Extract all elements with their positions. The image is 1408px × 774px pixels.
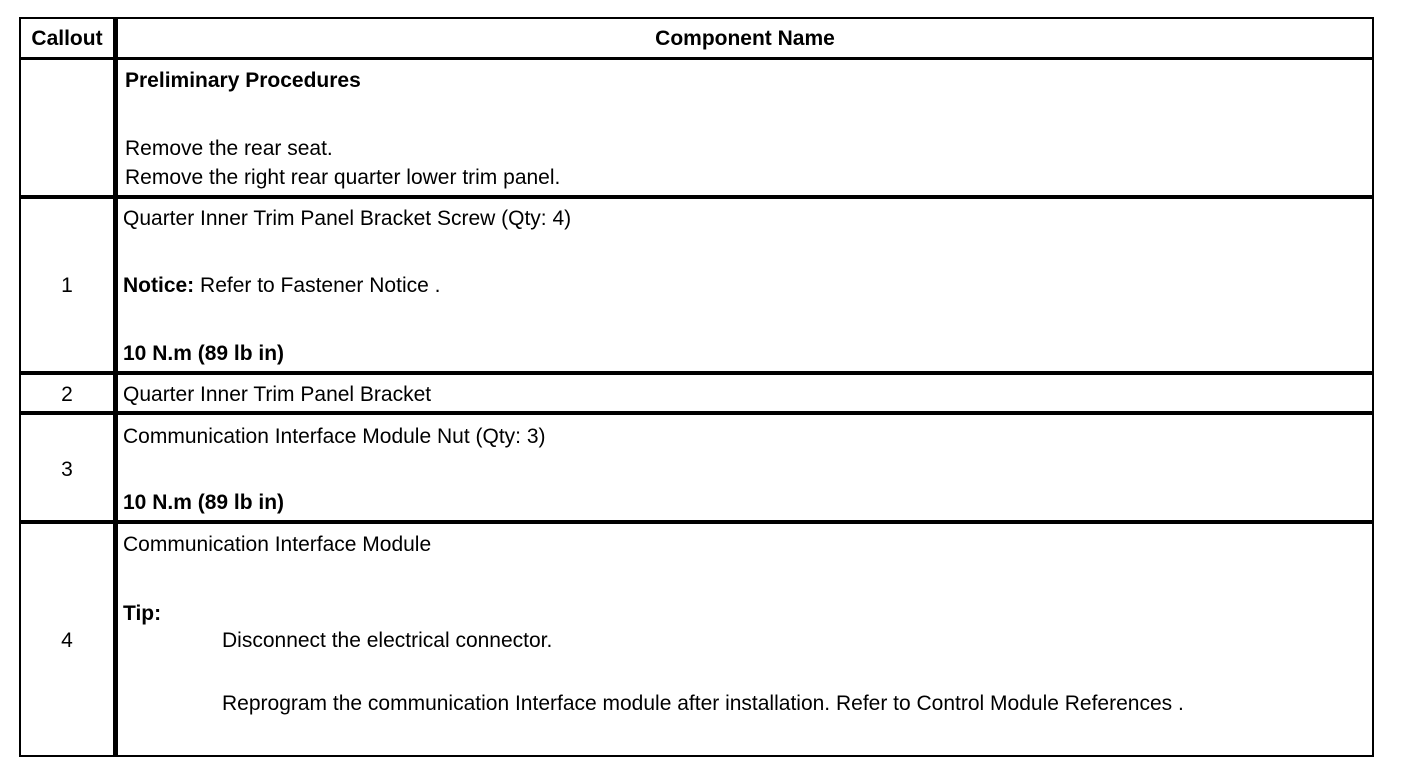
row-divider (19, 57, 1374, 60)
prelim-line: Remove the rear seat. (125, 137, 333, 160)
row-callout: 1 (61, 274, 73, 297)
table-border-top (19, 17, 1374, 19)
row-component-name: Communication Interface Module Nut (Qty: 3) (123, 425, 546, 448)
tip-label: Tip: (123, 602, 162, 625)
table-border-bottom (19, 755, 1374, 757)
tip-line: Disconnect the electrical connector. (222, 629, 553, 652)
row-divider (19, 371, 1374, 375)
torque-spec: 10 N.m (89 lb in) (123, 491, 285, 514)
header-component-name: Component Name (655, 27, 835, 50)
row-callout: 2 (61, 383, 73, 406)
row-component-name: Quarter Inner Trim Panel Bracket Screw (Qty: 4) (123, 207, 572, 230)
row-callout: 3 (61, 458, 73, 481)
row-divider (19, 520, 1374, 524)
torque-spec: 10 N.m (89 lb in) (123, 342, 285, 365)
row-component-name: Communication Interface Module (123, 533, 432, 556)
prelim-line: Remove the right rear quarter lower trim panel. (125, 166, 561, 189)
notice-text: Refer to Fastener Notice . (194, 274, 441, 297)
row-callout: 4 (61, 629, 73, 652)
row-divider (19, 411, 1374, 415)
prelim-title: Preliminary Procedures (125, 69, 361, 92)
table-border-right (1372, 17, 1374, 757)
notice-label: Notice: (123, 274, 195, 297)
row-divider (19, 195, 1374, 199)
notice-line (123, 274, 440, 298)
tip-line: Reprogram the communication Interface module after installation. Refer to Control Module References . (222, 692, 1184, 715)
column-divider (113, 17, 118, 757)
row-component-name: Quarter Inner Trim Panel Bracket (123, 383, 432, 406)
header-callout: Callout (31, 27, 103, 50)
component-table (19, 17, 1374, 757)
